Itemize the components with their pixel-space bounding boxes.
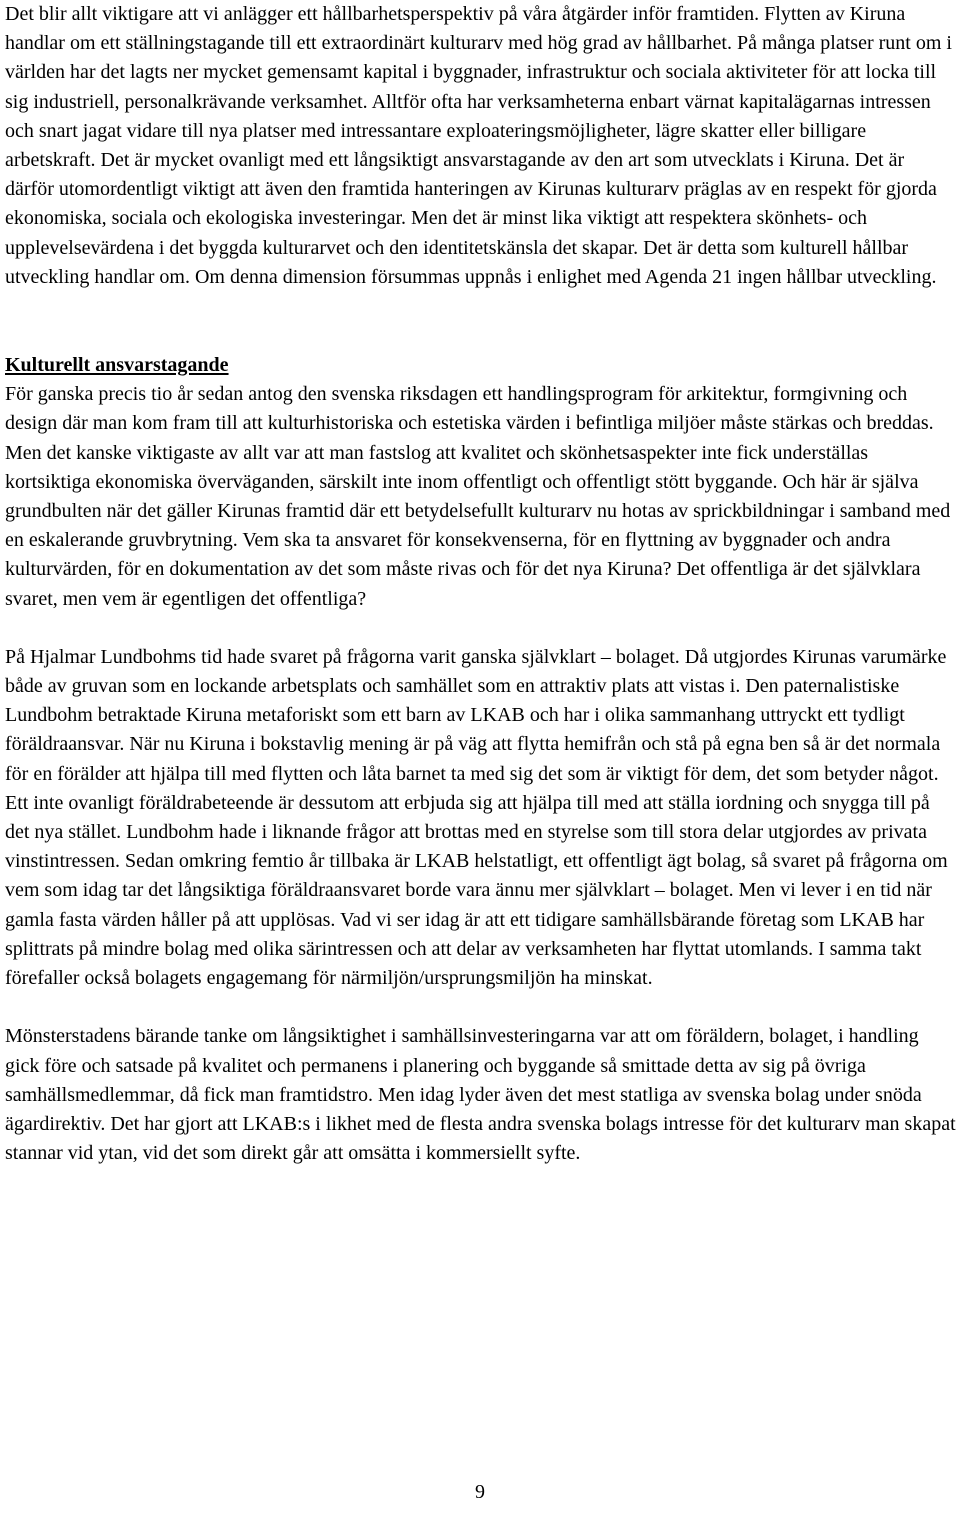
paragraph-model-town: Mönsterstadens bärande tanke om långsiktighet i samhällsinvesteringarna var att om föräldern, bolaget, i handling gick före och satsade på kvalitet och permanens i planering och byggande så smittade detta av sig på övriga samhällsmedlemmar, då fick man framtidstro. Men idag lyder även det mest statliga av svenska bolag under snöda ägardirektiv. Det har gjort att LKAB:s i likhet med de flesta andra svenska bolags intresse för det kulturarv man skapat stannar vid ytan, vid det som direkt går att omsätta i kommersiellt syfte.	[5, 1025, 956, 1165]
paragraph-lundbohm: På Hjalmar Lundbohms tid hade svaret på frågorna varit ganska självklart – bolaget. Då utgjordes Kirunas varumärke både av gruvan som en lockande arbetsplats och samhället som en attraktiv plats att vistas i. Den paternalistiske Lundbohm betraktade Kiruna metaforiskt som ett barn av LKAB och har i olika sammanhang uttryckt ett tydligt föräldraansvar. När nu Kiruna i bokstavlig mening är på väg att flytta hemifrån och stå på egna ben så är det normala för en förälder att hjälpa till med flytten och låta barnet ta med sig det som är viktigt för dem, det som betyder något. Ett inte ovanligt föräldrabeteende är dessutom att erbjuda sig att hjälpa till med att ställa iordning och snygga till på det nya stället. Lundbohm hade i liknande frågor att brottas med en styrelse som till stora delar utgjordes av privata vinstintressen. Sedan omkring femtio år tillbaka är LKAB helstatligt, ett offentligt ägt bolag, så svaret på frågorna om vem som idag tar det långsiktiga föräldraansvaret borde vara ännu mer självklart – bolaget. Men vi lever i en tid när gamla fasta värden håller på att upplösas. Vad vi ser idag är att ett tidigare samhällsbärande företag som LKAB har splittrats på mindre bolag med olika särintressen och att delar av verksamheten har flyttat utomlands. I samma takt förefaller också bolagets engagemang för närmiljön/ursprungsmiljön ha minskat.	[5, 645, 948, 990]
page-number: 9	[475, 1481, 485, 1503]
paragraph-national-program: För ganska precis tio år sedan antog den svenska riksdagen ett handlingsprogram för arkitektur, formgivning och design där man kom fram till att kulturhistoriska och estetiska värden i befintliga miljöer måste stärkas och breddas. Men det kanske viktigaste av allt var att man fastslog att kvalitet och skönhetsaspekter inte fick underställas kortsiktiga ekonomiska överväganden, särskilt inte inom offentligt och offentligt stött byggande. Och här är själva grundbulten när det gäller Kirunas framtid där ett betydelsefullt kulturarv nu hotas av sprickbildningar i samband med en eskalerande gruvbrytning. Vem ska ta ansvaret för konsekvenserna, för en flyttning av byggnader och andra kulturvärden, för en dokumentation av det som måste rivas och för det nya Kiruna? Det offentliga är det självklara svaret, men vem är egentligen det offentliga?	[5, 383, 951, 610]
paragraph-sustainability: Det blir allt viktigare att vi anlägger ett hållbarhetsperspektiv på våra åtgärder inför framtiden. Flytten av Kiruna handlar om ett ställningstagande till ett extraordinärt kulturarv med hög grad av hållbarhet. På många platser runt om i världen har det lagts ner mycket gemensamt kapital i byggnader, infrastruktur och sociala aktiviteter för att locka till sig industriell, personalkrävande verksamhet. Alltför ofta har verksamheterna enbart värnat kapitalägarnas intressen och snart jagat vidare till nya platser med intressantare exploateringsmöjligheter, lägre skatter eller billigare arbetskraft. Det är mycket ovanligt med ett långsiktigt ansvarstagande av den art som utvecklats i Kiruna. Det är därför utomordentligt viktigt att även den framtida hanteringen av Kirunas kulturarv präglas av en respekt för gjorda ekonomiska, sociala och ekologiska investeringar. Men det är minst lika viktigt att respektera skönhets- och upplevelsevärdena i det byggda kulturarvet och den identitetskänsla det skapar. Det är detta som kulturell hållbar utveckling handlar om. Om denna dimension försummas uppnås i enlighet med Agenda 21 ingen hållbar utveckling.	[5, 3, 952, 288]
document-page	[5, 0, 957, 1168]
section-heading: Kulturellt ansvarstagande	[5, 354, 229, 377]
